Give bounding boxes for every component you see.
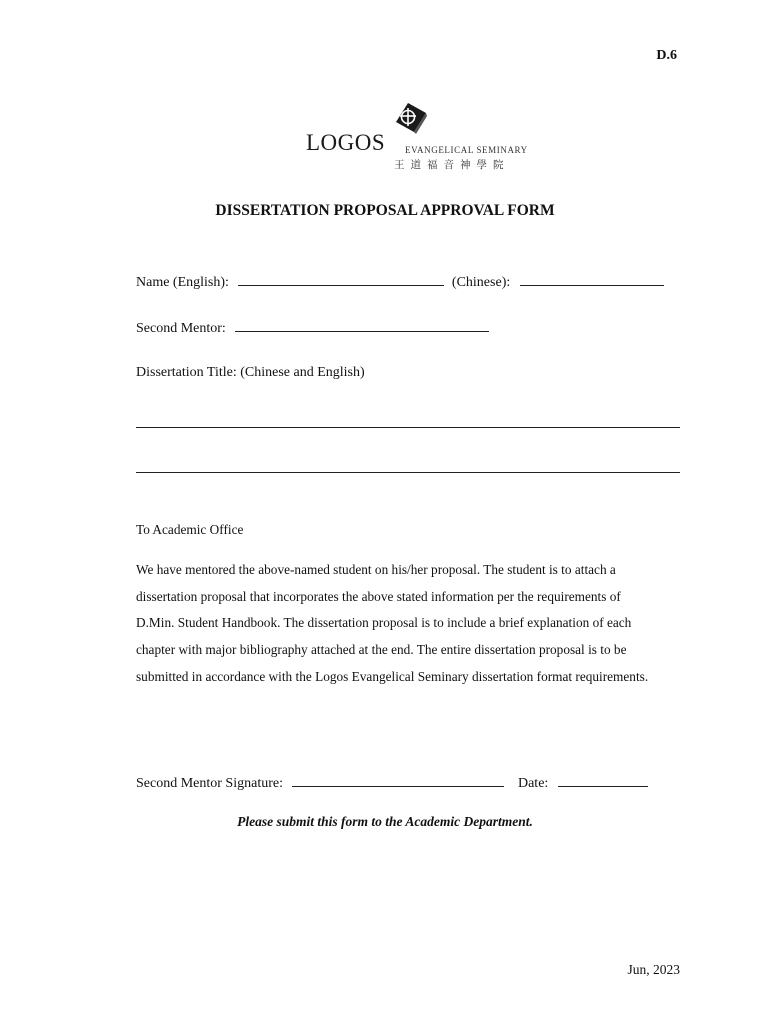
name-english-label: Name (English): (136, 275, 229, 290)
dissertation-title-label: Dissertation Title: (Chinese and English) (136, 365, 365, 380)
dissertation-title-line-2[interactable] (136, 472, 680, 473)
form-title: DISSERTATION PROPOSAL APPROVAL FORM (215, 202, 555, 219)
second-mentor-row (136, 318, 493, 337)
date-label: Date: (517, 776, 549, 791)
logo-chinese-name: 王道福音神學院 (394, 159, 510, 171)
page-code: D.6 (656, 48, 677, 63)
logo-subtitle: EVANGELICAL SEMINARY (405, 145, 528, 155)
name-english-field[interactable] (238, 272, 444, 286)
body-line: D.Min. Student Handbook. The dissertation proposal is to include a brief explanation of each (136, 615, 632, 631)
body-line: We have mentored the above-named student on his/her proposal. The student is to attach a (136, 562, 616, 577)
name-row (136, 272, 668, 291)
second-mentor-label: Second Mentor: (136, 321, 226, 336)
dissertation-title-line-1[interactable] (136, 427, 680, 428)
signature-label: Second Mentor Signature: (136, 776, 283, 791)
body-line: chapter with major bibliography attached at the end. The entire dissertation proposal is to be (136, 642, 627, 658)
to-academic-office: To Academic Office (136, 522, 244, 537)
seminary-logo (300, 100, 528, 175)
signature-row (136, 773, 652, 792)
footer-date: Jun, 2023 (627, 962, 680, 977)
name-chinese-label: (Chinese): (451, 275, 511, 290)
date-field[interactable] (558, 773, 648, 787)
signature-field[interactable] (292, 773, 504, 787)
name-chinese-field[interactable] (520, 272, 664, 286)
body-paragraph (136, 557, 696, 691)
second-mentor-field[interactable] (235, 318, 489, 332)
body-line: dissertation proposal that incorporates the above stated information per the requirements of (136, 588, 621, 604)
logo-name: LOGOS (306, 130, 386, 155)
body-line: submitted in accordance with the Logos Evangelical Seminary dissertation format requirements. (136, 668, 649, 684)
submission-note: Please submit this form to the Academic Department. (237, 814, 533, 829)
